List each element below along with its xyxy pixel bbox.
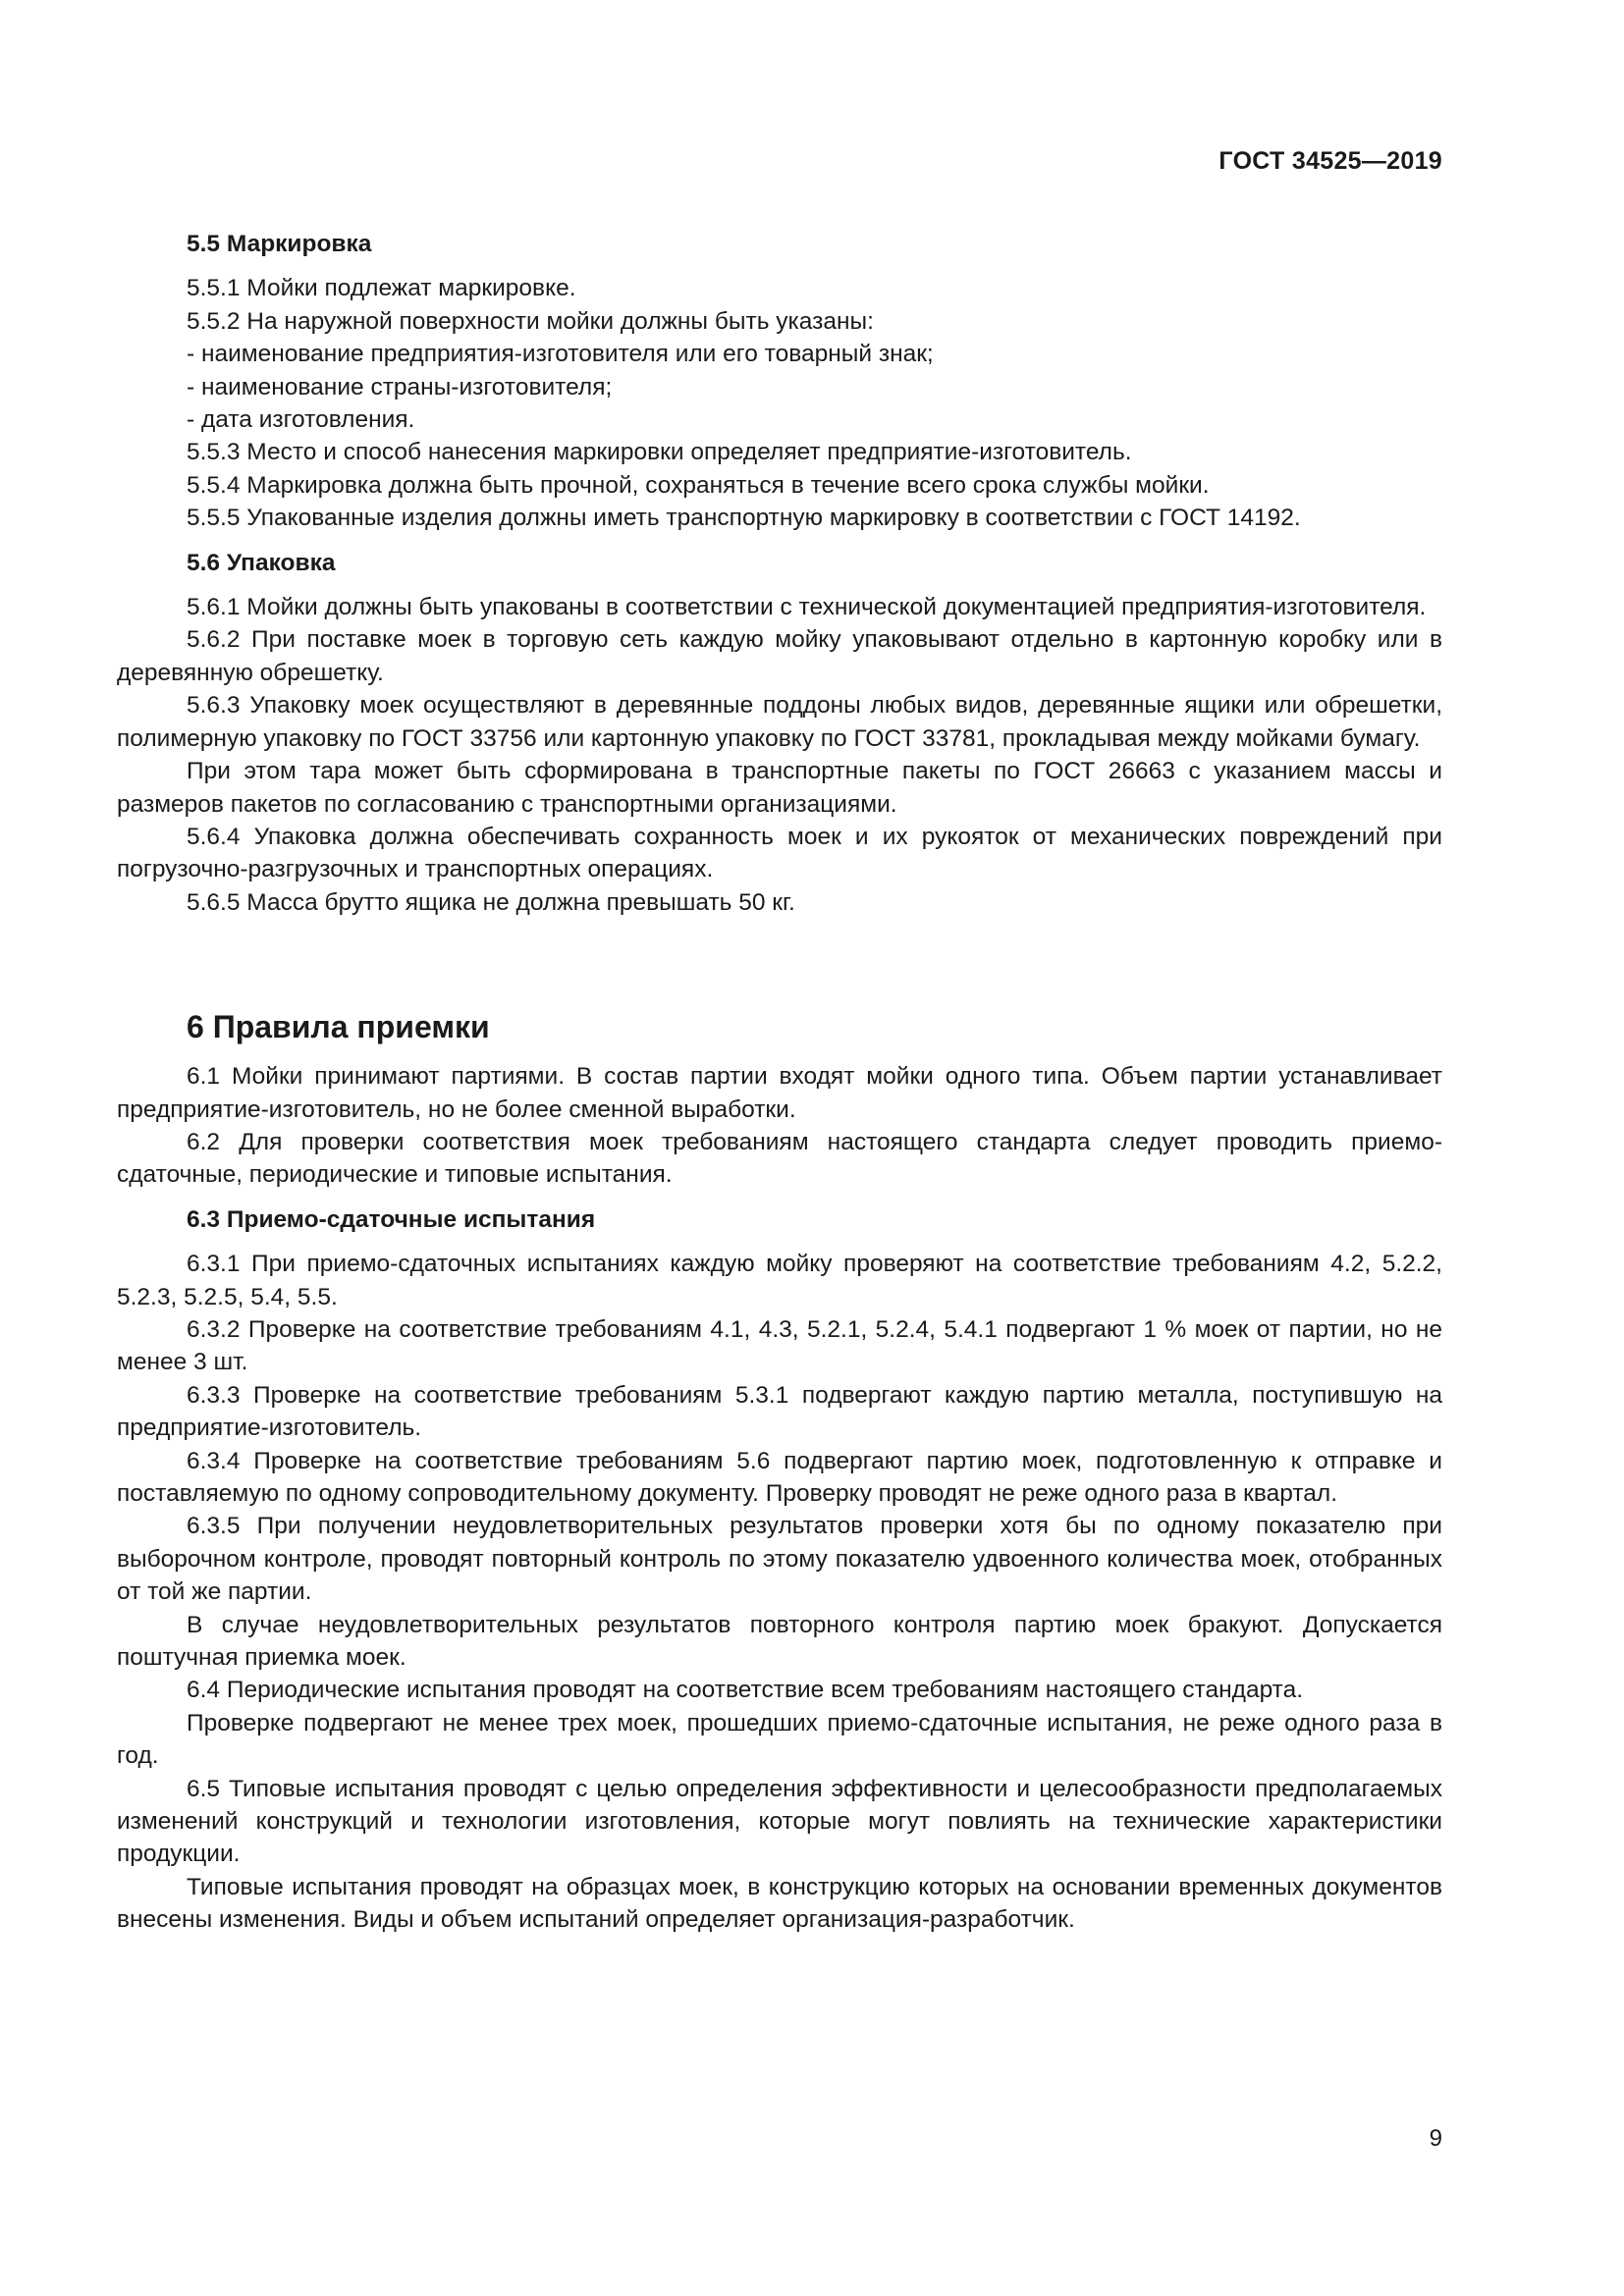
paragraph: Типовые испытания проводят на образцах моек, в конструкцию которых на основании временных документов внесены изменения. Виды и объем испытаний определяет организация-разработчик.	[117, 1873, 1442, 1934]
paragraph: В случае неудовлетворительных результатов повторного контроля партию моек бракуют. Допускается поштучная приемка моек.	[117, 1611, 1442, 1672]
clause-5-6-3: 5.6.3 Упаковку моек осуществляют в деревянные поддоны любых видов, деревянные ящики или обрешетки, полимерную упаковку по ГОСТ 33756 или картонную упаковку по ГОСТ 33781, прокладывая между мойками бумагу.	[117, 692, 1442, 752]
section-title-5-6: 5.6 Упаковка	[187, 549, 336, 576]
document-code: ГОСТ 34525—2019	[1218, 147, 1442, 175]
clause-6-5: 6.5 Типовые испытания проводят с целью определения эффективности и целесообразности предполагаемых изменений конструкций и технологии изготовления, которые могут повлиять на технические характеристики продукции.	[117, 1775, 1442, 1868]
list-item: - дата изготовления.	[187, 406, 415, 434]
clause-5-6-4: 5.6.4 Упаковка должна обеспечивать сохранность моек и их рукояток от механических повреждений при погрузочно-разгрузочных и транспортных операциях.	[117, 823, 1442, 883]
clause-6-4: 6.4 Периодические испытания проводят на соответствие всем требованиям настоящего стандарта.	[187, 1677, 1304, 1704]
paragraph: При этом тара может быть сформирована в транспортные пакеты по ГОСТ 26663 с указанием массы и размеров пакетов по согласованию с транспортными организациями.	[117, 758, 1442, 818]
clause-5-5-5: 5.5.5 Упакованные изделия должны иметь транспортную маркировку в соответствии с ГОСТ 14192.	[187, 505, 1301, 532]
clause-6-3-4: 6.3.4 Проверке на соответствие требованиям 5.6 подвергают партию моек, подготовленную к отправке и поставляемую по одному сопроводительному документу. Проверку проводят не реже одного раза в квартал.	[117, 1447, 1442, 1507]
clause-5-5-2: 5.5.2 На наружной поверхности мойки должны быть указаны:	[187, 307, 874, 335]
page-number: 9	[1429, 2125, 1442, 2152]
clause-6-3-2: 6.3.2 Проверке на соответствие требованиям 4.1, 4.3, 5.2.1, 5.2.4, 5.4.1 подвергают 1 % моек от партии, но не менее 3 шт.	[117, 1315, 1442, 1376]
section-title-6-3: 6.3 Приемо-сдаточные испытания	[187, 1205, 596, 1233]
clause-6-1: 6.1 Мойки принимают партиями. В состав партии входят мойки одного типа. Объем партии устанавливает предприятие-изготовитель, но не более сменной выработки.	[117, 1063, 1442, 1123]
list-item: - наименование предприятия-изготовителя или его товарный знак;	[187, 341, 934, 368]
clause-6-2: 6.2 Для проверки соответствия моек требованиям настоящего стандарта следует проводить приемо-сдаточные, периодические и типовые испытания.	[117, 1128, 1442, 1189]
list-item: - наименование страны-изготовителя;	[187, 373, 613, 400]
clause-5-6-1: 5.6.1 Мойки должны быть упакованы в соответствии с технической документацией предприятия-изготовителя.	[187, 594, 1427, 621]
section-title-5-5: 5.5 Маркировка	[187, 231, 372, 257]
clause-5-6-5: 5.6.5 Масса брутто ящика не должна превышать 50 кг.	[187, 888, 795, 916]
clause-5-5-1: 5.5.1 Мойки подлежат маркировке.	[187, 275, 576, 302]
paragraph: Проверке подвергают не менее трех моек, прошедших приемо-сдаточные испытания, не реже одного раза в год.	[117, 1709, 1442, 1770]
clause-5-6-2: 5.6.2 При поставке моек в торговую сеть каждую мойку упаковывают отдельно в картонную коробку или в деревянную обрешетку.	[117, 626, 1442, 686]
clause-6-3-1: 6.3.1 При приемо-сдаточных испытаниях каждую мойку проверяют на соответствие требованиям 4.2, 5.2.2, 5.2.3, 5.2.5, 5.4, 5.5.	[117, 1251, 1442, 1310]
clause-5-5-4: 5.5.4 Маркировка должна быть прочной, сохраняться в течение всего срока службы мойки.	[187, 471, 1210, 499]
section-title-6: 6 Правила приемки	[187, 1009, 490, 1045]
clause-5-5-3: 5.5.3 Место и способ нанесения маркировки определяет предприятие-изготовитель.	[187, 439, 1132, 466]
clause-6-3-5: 6.3.5 При получении неудовлетворительных результатов проверки хотя бы по одному показателю при выборочном контроле, проводят повторный контроль по этому показателю удвоенного количества моек, отобранных от той же партии.	[117, 1513, 1442, 1606]
page-content	[117, 228, 1442, 1937]
clause-6-3-3: 6.3.3 Проверке на соответствие требованиям 5.3.1 подвергают каждую партию металла, поступившую на предприятие-изготовитель.	[117, 1381, 1442, 1442]
